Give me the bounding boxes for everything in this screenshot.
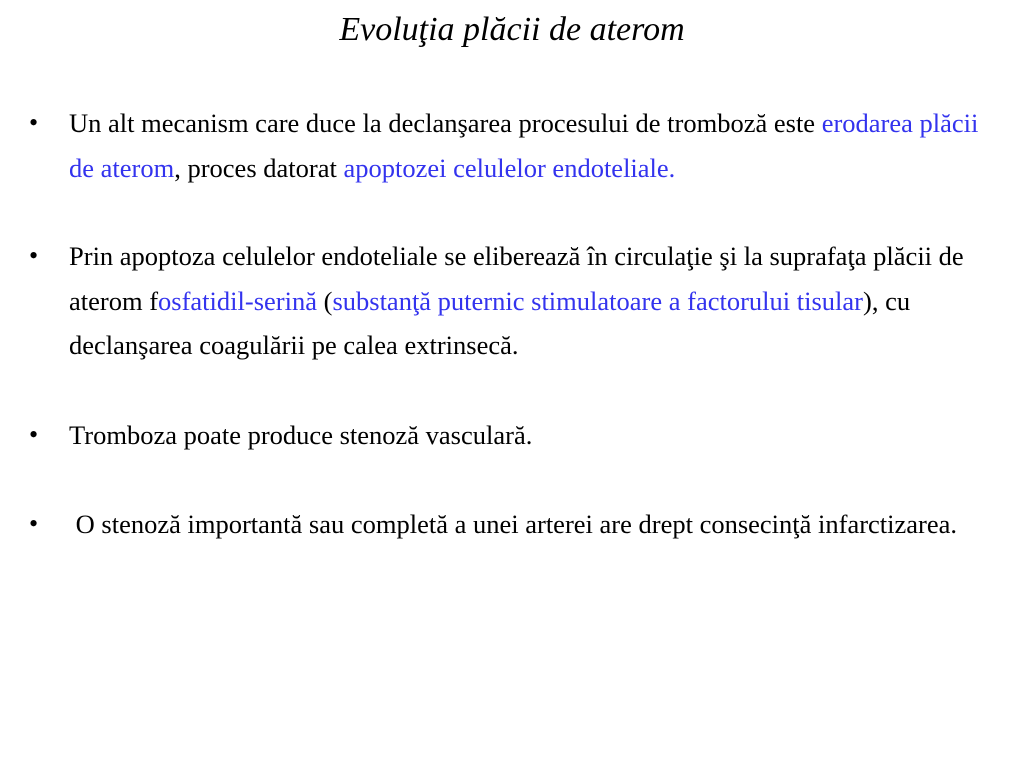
bullet-text: Prin apoptoza celulelor endoteliale se eliberează în circulaţie şi la suprafaţa plăcii de aterom f [69, 241, 964, 316]
bullet-text: ), cu declanşarea coagulării pe calea extrinsecă. [69, 285, 911, 360]
bullet-marker: • [29, 419, 39, 449]
bullet-text: Tromboza poate produce stenoză vasculară. [69, 419, 533, 450]
bullet-item [0, 413, 1024, 458]
bullet-text: ( [316, 285, 333, 316]
highlighted-term: substanţă puternic stimulatoare a factorului tisular [332, 285, 864, 316]
bullet-item [0, 502, 1024, 547]
highlighted-term: osfatidil-serină [158, 285, 317, 316]
bullet-text: O stenoză importantă sau completă a unei arterei are drept consecinţă infarctizarea. [69, 509, 958, 539]
bullet-marker: • [29, 509, 39, 538]
highlighted-term: erodarea plăcii de aterom [69, 108, 979, 183]
bullet-marker: • [29, 108, 39, 137]
bullet-text: Un alt mecanism care duce la declanşarea procesului de tromboză este [69, 108, 822, 138]
highlighted-term: apoptozei celulelor endoteliale. [343, 152, 676, 183]
bullet-marker: • [29, 241, 39, 270]
bullet-item [0, 234, 1024, 368]
bullet-text: , proces datorat [174, 152, 344, 183]
bullet-list [0, 101, 1024, 547]
slide-title: Evoluţia plăcii de aterom [339, 11, 685, 48]
bullet-item [0, 101, 1024, 190]
